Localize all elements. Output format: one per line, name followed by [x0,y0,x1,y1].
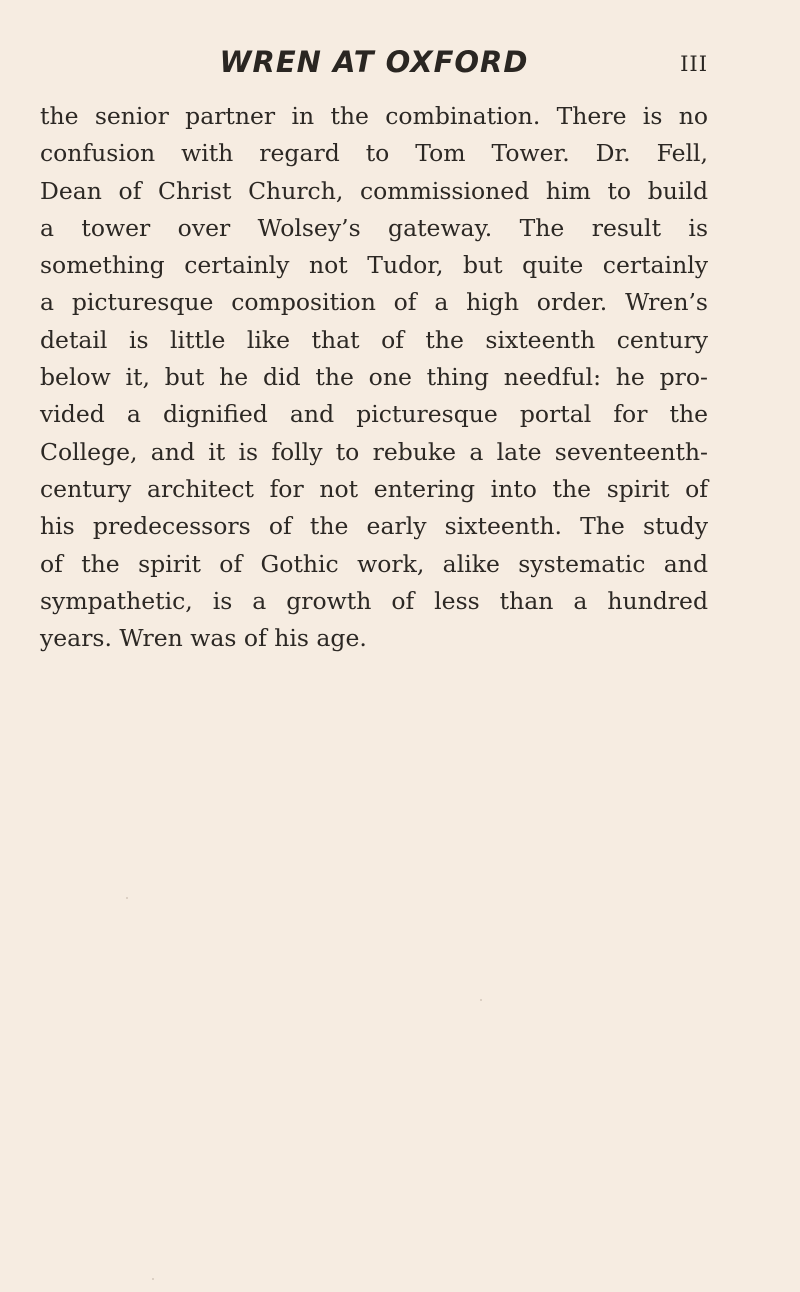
text-line: a tower over Wolsey’s gateway. The result is [40,213,708,242]
text-line: Dean of Christ Church, commissioned him to build [40,176,708,205]
text-line: something certainly not Tudor, but quite certainly [40,251,708,280]
text-line: his predecessors of the early sixteenth. The study [40,512,708,541]
text-line: vided a dignified and picturesque portal for the [40,400,708,429]
text-line: sympathetic, is a growth of less than a hundred [40,586,708,615]
running-title: WREN AT OXFORD [219,45,529,79]
text-line: a picturesque composition of a high order. Wren’s [40,288,708,317]
text-line: century architect for not entering into the spirit of [40,474,708,503]
paper-speck [152,1278,154,1280]
text-line: confusion with regard to Tom Tower. Dr. Fell, [40,139,708,168]
page-number: III [680,52,708,76]
running-head [40,42,708,82]
text-line: College, and it is folly to rebuke a late seventeenth- [40,437,708,466]
text-line: detail is little like that of the sixteenth century [40,325,708,354]
text-line: below it, but he did the one thing needful: he pro- [40,363,708,392]
text-line: of the spirit of Gothic work, alike systematic and [40,549,708,578]
text-line: years. Wren was of his age. [40,624,367,653]
paper-speck [126,897,128,899]
paper-speck [480,999,482,1001]
body-paragraph [40,98,708,657]
text-line: the senior partner in the combination. There is no [40,102,708,130]
